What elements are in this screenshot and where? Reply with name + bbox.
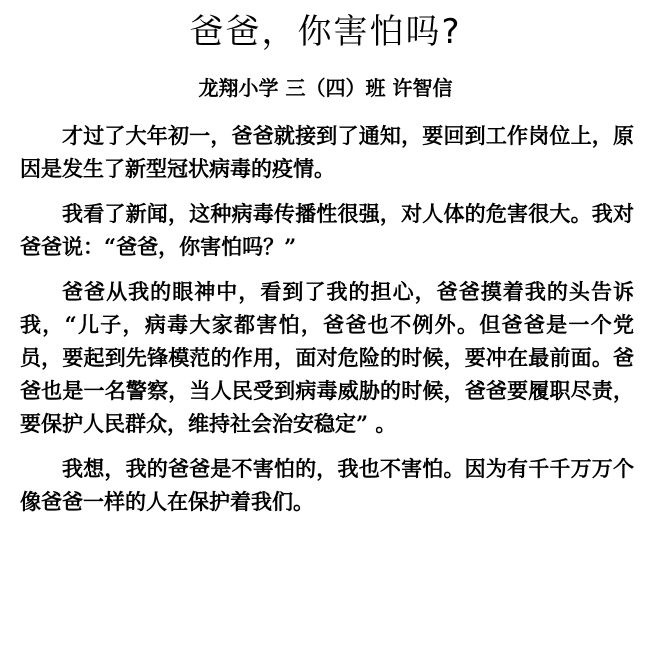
paragraph: 我想，我的爸爸是不害怕的，我也不害怕。因为有千千万万个像爸爸一样的人在保护着我们。 — [20, 456, 634, 514]
essay-body — [20, 119, 634, 530]
paragraph: 才过了大年初一，爸爸就接到了通知，要回到工作岗位上，原因是发生了新型冠状病毒的疫情。 — [20, 123, 634, 181]
essay-title: 爸爸，你害怕吗? — [189, 12, 462, 52]
paragraph: 我看了新闻，这种病毒传播性很强，对人体的危害很大。我对爸爸说：“爸爸，你害怕吗？” — [20, 201, 634, 259]
paragraph: 爸爸从我的眼神中，看到了我的担心，爸爸摸着我的头告诉我，“儿子，病毒大家都害怕，爸爸也不例外。但爸爸是一个党员，要起到先锋模范的作用，面对危险的时候，要冲在最前面。爸爸也是一名警察，当人民受到病毒威胁的时候，爸爸要履职尽责，要保护人民群众，维持社会治安稳定” 。 — [20, 279, 634, 436]
author-byline: 龙翔小学 三（四）班 许智信 — [198, 76, 453, 100]
